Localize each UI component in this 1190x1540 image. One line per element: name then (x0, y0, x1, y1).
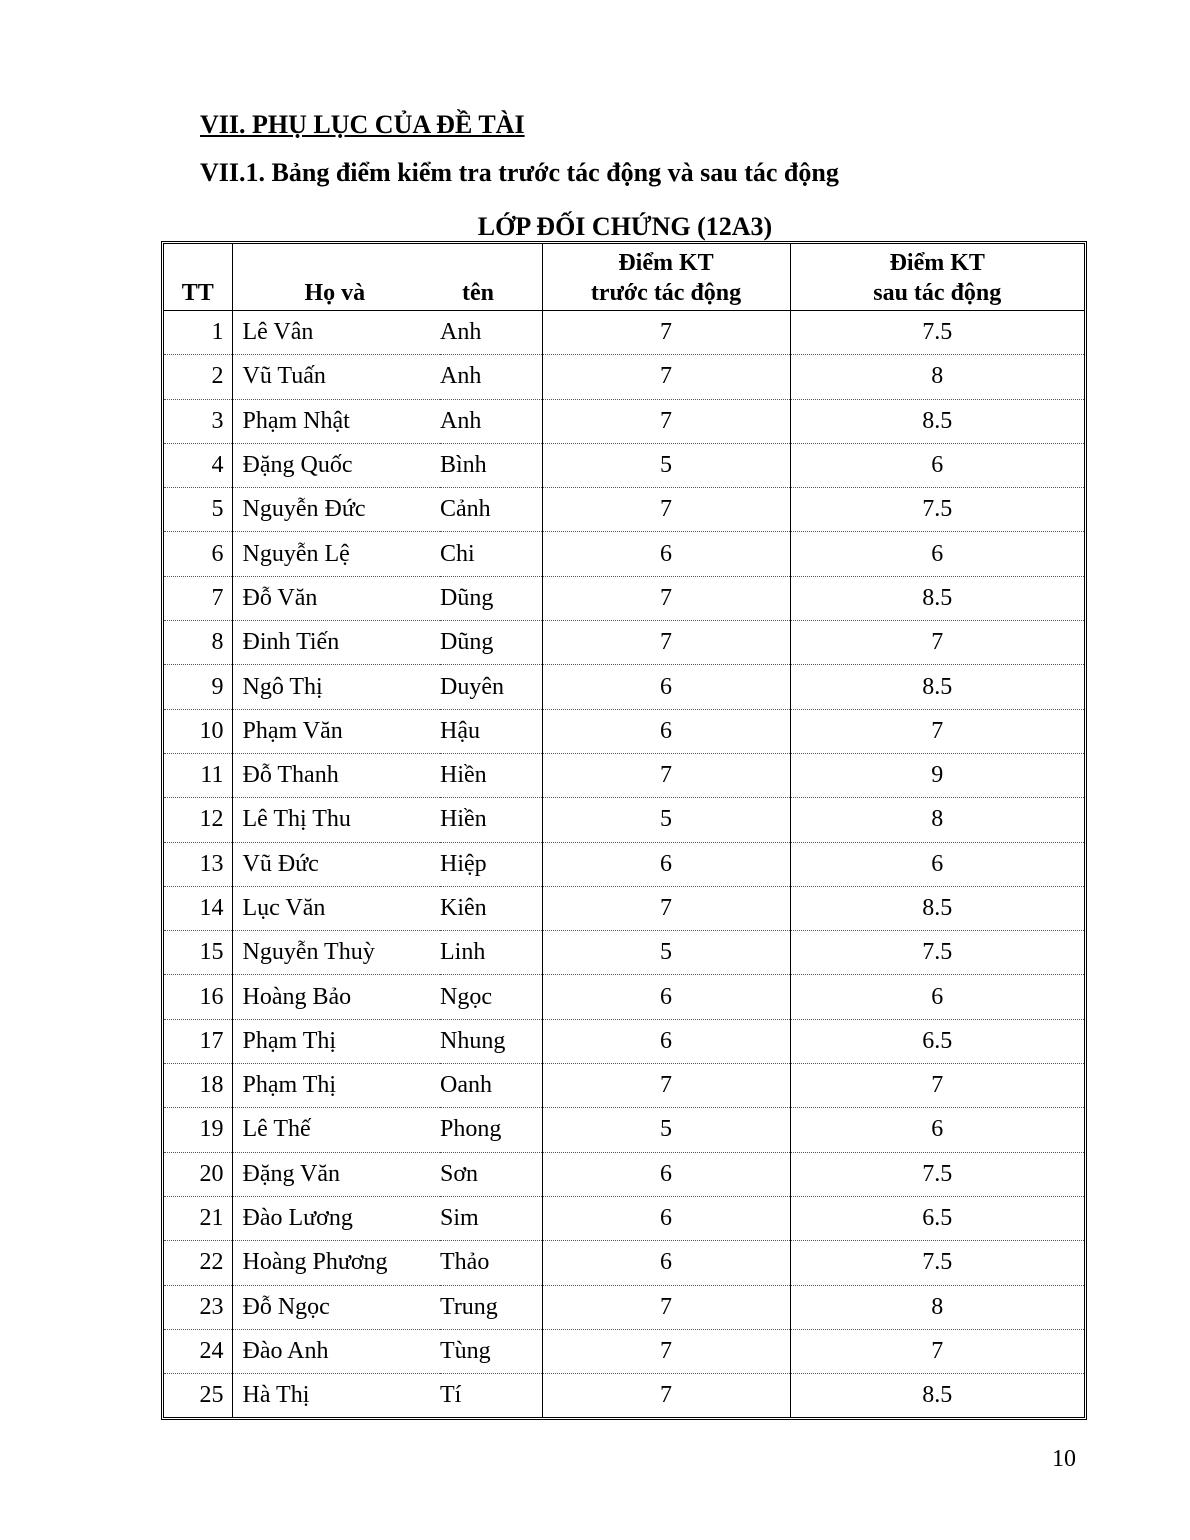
score-before: 6 (542, 975, 790, 1019)
row-number: 24 (164, 1329, 232, 1373)
score-after: 8.5 (922, 1382, 953, 1409)
score-after: 8.5 (790, 576, 1084, 620)
table-row (164, 1374, 1084, 1418)
table-row (164, 621, 1084, 665)
header-score-after (790, 244, 1084, 311)
student-surname: Lục Văn (232, 886, 440, 930)
student-surname: Vũ Đức (232, 842, 440, 886)
score-after: 7.5 (790, 931, 1084, 975)
score-before: 6 (542, 1019, 790, 1063)
table-body (164, 311, 1084, 1418)
table-row (164, 1285, 1084, 1329)
student-given-name: Sơn (440, 1152, 542, 1196)
table-row (164, 1064, 1084, 1108)
subsection-heading: VII.1. Bảng điểm kiểm tra trước tác động và sau tác động (200, 158, 839, 187)
score-after: 6 (790, 443, 1084, 487)
score-before: 7 (542, 576, 790, 620)
header-score-before-line2: trước tác động (590, 280, 742, 306)
header-score-after-line1: Điểm KT (889, 250, 985, 276)
student-given-name: Anh (440, 399, 542, 443)
score-after: 7.5 (790, 1152, 1084, 1196)
score-after: 6.5 (790, 1196, 1084, 1240)
header-score-before (542, 244, 790, 311)
score-before: 6 (542, 532, 790, 576)
student-given-name: Ngọc (440, 975, 542, 1019)
student-surname: Hoàng Bảo (232, 975, 440, 1019)
row-number: 10 (164, 709, 232, 753)
row-number: 21 (164, 1196, 232, 1240)
student-given-name: Trung (440, 1285, 542, 1329)
table-row (164, 842, 1084, 886)
page-number: 10 (1052, 1446, 1076, 1472)
score-after: 7.5 (790, 311, 1084, 355)
student-given-name: Bình (440, 443, 542, 487)
row-number: 6 (164, 532, 232, 576)
header-ten: tên (440, 244, 542, 311)
student-given-name: Hậu (440, 709, 542, 753)
row-number: 4 (164, 443, 232, 487)
score-after: 8 (790, 355, 1084, 399)
table-row (164, 355, 1084, 399)
student-surname: Phạm Văn (232, 709, 440, 753)
student-surname: Đặng Văn (232, 1152, 440, 1196)
score-table-frame (161, 241, 1087, 1420)
student-given-name: Dũng (440, 576, 542, 620)
student-given-name: Duyên (440, 665, 542, 709)
row-number: 12 (164, 798, 232, 842)
student-given-name: Kiên (440, 886, 542, 930)
score-after: 7 (790, 709, 1084, 753)
student-surname: Phạm Nhật (232, 399, 440, 443)
score-after: 8.5 (790, 399, 1084, 443)
row-number: 13 (164, 842, 232, 886)
row-number: 22 (164, 1241, 232, 1285)
row-number: 25 (164, 1374, 232, 1418)
score-before: 5 (542, 1108, 790, 1152)
row-number: 18 (164, 1064, 232, 1108)
student-given-name: Tí (440, 1374, 542, 1418)
table-row (164, 1152, 1084, 1196)
score-before: 5 (542, 443, 790, 487)
score-before: 7 (542, 1064, 790, 1108)
score-before: 6 (542, 1152, 790, 1196)
row-number: 14 (164, 886, 232, 930)
student-surname: Đặng Quốc (232, 443, 440, 487)
student-given-name: Linh (440, 931, 542, 975)
table-row (164, 576, 1084, 620)
student-surname: Đỗ Ngọc (232, 1285, 440, 1329)
student-surname: Phạm Thị (232, 1019, 440, 1063)
student-given-name: Thảo (440, 1241, 542, 1285)
score-after: 7.5 (790, 1241, 1084, 1285)
student-surname: Đinh Tiến (232, 621, 440, 665)
score-after: 6 (790, 842, 1084, 886)
row-number: 8 (164, 621, 232, 665)
student-surname: Lê Vân (232, 311, 440, 355)
student-given-name: Hiền (440, 753, 542, 797)
table-row (164, 665, 1084, 709)
score-before: 6 (542, 1196, 790, 1240)
score-before: 7 (542, 621, 790, 665)
table-row (164, 886, 1084, 930)
row-number: 7 (164, 576, 232, 620)
score-after: 6.5 (790, 1019, 1084, 1063)
student-surname: Ngô Thị (232, 665, 440, 709)
row-number: 19 (164, 1108, 232, 1152)
student-given-name: Anh (440, 311, 542, 355)
table-row (164, 399, 1084, 443)
student-surname: Lê Thị Thu (232, 798, 440, 842)
header-ho: Họ và (232, 244, 440, 311)
score-after: 8.5 (790, 886, 1084, 930)
student-surname: Đỗ Thanh (232, 753, 440, 797)
student-given-name: Phong (440, 1108, 542, 1152)
student-surname: Vũ Tuấn (232, 355, 440, 399)
section-heading: VII. PHỤ LỤC CỦA ĐỀ TÀI (200, 110, 525, 139)
row-number: 17 (164, 1019, 232, 1063)
row-number: 2 (164, 355, 232, 399)
table-row (164, 975, 1084, 1019)
student-given-name: Nhung (440, 1019, 542, 1063)
score-before: 5 (542, 931, 790, 975)
score-before: 7 (542, 1374, 790, 1418)
score-after: 7 (790, 621, 1084, 665)
student-surname: Nguyễn Thuỳ (232, 931, 440, 975)
row-number: 23 (164, 1285, 232, 1329)
header-tt: TT (164, 244, 232, 311)
table-row (164, 1019, 1084, 1063)
score-after: 8 (790, 1285, 1084, 1329)
row-number: 16 (164, 975, 232, 1019)
student-surname: Hà Thị (242, 1382, 310, 1409)
row-number: 11 (164, 753, 232, 797)
student-given-name: Tùng (440, 1329, 542, 1373)
student-surname: Đào Lương (232, 1196, 440, 1240)
student-surname: Đỗ Văn (232, 576, 440, 620)
row-number: 5 (164, 488, 232, 532)
student-given-name: Dũng (440, 621, 542, 665)
table-row (164, 488, 1084, 532)
score-before: 7 (542, 886, 790, 930)
row-number: 15 (164, 931, 232, 975)
table-row (164, 709, 1084, 753)
score-after: 7 (790, 1064, 1084, 1108)
table-row (164, 931, 1084, 975)
student-given-name: Sim (440, 1196, 542, 1240)
table-row (164, 798, 1084, 842)
header-row (164, 244, 1084, 311)
table-row (164, 753, 1084, 797)
student-given-name: Cảnh (440, 488, 542, 532)
score-after: 8.5 (790, 665, 1084, 709)
score-after: 9 (790, 753, 1084, 797)
student-surname: Phạm Thị (232, 1064, 440, 1108)
table-row (164, 1329, 1084, 1373)
score-before: 6 (542, 1241, 790, 1285)
score-before: 7 (542, 488, 790, 532)
score-before: 7 (542, 399, 790, 443)
student-given-name: Anh (440, 355, 542, 399)
table-row (164, 1241, 1084, 1285)
header-score-after-line2: sau tác động (873, 280, 1002, 306)
table-row (164, 311, 1084, 355)
score-after: 6 (790, 1108, 1084, 1152)
table-title: LỚP ĐỐI CHỨNG (12A3) (477, 212, 773, 241)
table-row (164, 443, 1084, 487)
student-surname: Hoàng Phương (232, 1241, 440, 1285)
student-given-name: Oanh (440, 1064, 542, 1108)
row-number: 3 (164, 399, 232, 443)
row-number: 9 (164, 665, 232, 709)
student-given-name: Hiệp (440, 842, 542, 886)
score-before: 7 (542, 1329, 790, 1373)
header-score-before-line1: Điểm KT (618, 250, 714, 276)
score-before: 6 (542, 665, 790, 709)
score-after: 8 (790, 798, 1084, 842)
score-after: 7 (790, 1329, 1084, 1373)
table-row (164, 1108, 1084, 1152)
table-row (164, 532, 1084, 576)
score-table (164, 244, 1084, 1417)
row-number: 20 (164, 1152, 232, 1196)
score-after: 6 (790, 975, 1084, 1019)
score-before: 5 (542, 798, 790, 842)
score-after: 7.5 (790, 488, 1084, 532)
score-before: 7 (542, 753, 790, 797)
score-after: 6 (790, 532, 1084, 576)
student-surname: Lê Thế (232, 1108, 440, 1152)
score-before: 6 (542, 709, 790, 753)
score-before: 7 (542, 1285, 790, 1329)
student-surname: Đào Anh (232, 1329, 440, 1373)
score-before: 7 (542, 355, 790, 399)
student-surname: Nguyễn Đức (232, 488, 440, 532)
score-before: 7 (542, 311, 790, 355)
table-row (164, 1196, 1084, 1240)
student-surname: Nguyễn Lệ (232, 532, 440, 576)
row-number: 1 (164, 311, 232, 355)
table-header (164, 244, 1084, 311)
score-before: 6 (542, 842, 790, 886)
student-given-name: Hiền (440, 798, 542, 842)
student-given-name: Chi (440, 532, 542, 576)
